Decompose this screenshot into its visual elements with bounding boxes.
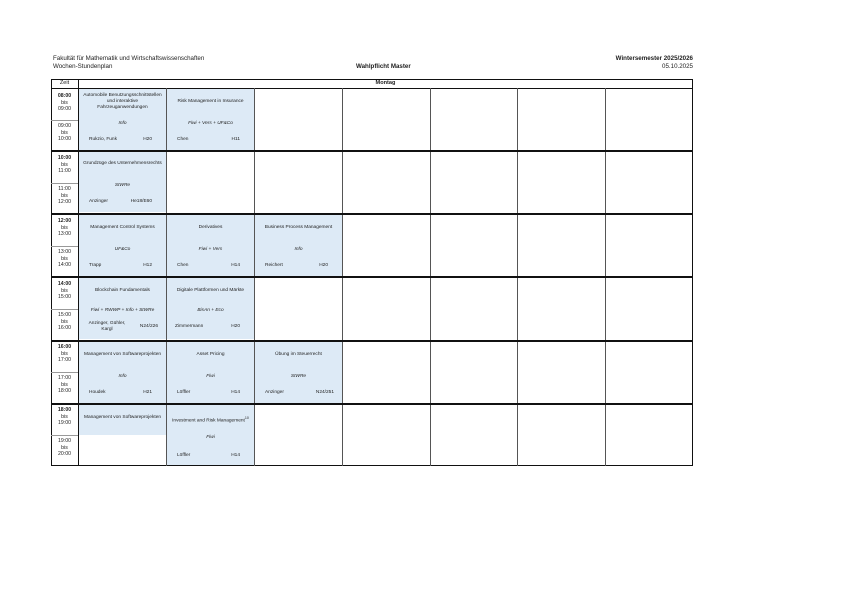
- grid-line: [51, 213, 693, 215]
- day-header-monday: Montag: [375, 80, 396, 86]
- grid-line: [51, 183, 78, 184]
- grid-line: [51, 88, 693, 89]
- time-label: 14:00 bis 15:00: [57, 281, 72, 300]
- course-cell[interactable]: Digitale Plattformen und Märkte BisAn + Eco Zimmermann H20: [167, 278, 254, 339]
- grid-line: [51, 120, 78, 121]
- grid-line: [51, 340, 693, 342]
- time-label: 19:00 bis 20:00: [58, 438, 71, 457]
- course-cell[interactable]: Investment and Risk Management$^{10}$ Fiwi Löffler H14: [167, 405, 254, 466]
- grid-line: [51, 276, 693, 278]
- plan-type: Wochen-Stundenplan: [53, 63, 113, 70]
- course-cell[interactable]: Management von Softwareprojekten Info Houdek H21: [79, 342, 166, 403]
- grid-line: [51, 465, 693, 466]
- grid-line: [692, 79, 693, 466]
- course-cell[interactable]: Management von Softwareprojekten: [79, 405, 166, 435]
- page-title: Wahlpflicht Master: [356, 63, 411, 70]
- grid-line: [51, 79, 52, 466]
- time-label: 16:00 bis 17:00: [57, 344, 72, 363]
- course-cell[interactable]: Derivatives Fiwi + Vers Chen H14: [167, 215, 254, 276]
- grid-line: [51, 435, 78, 436]
- grid-line: [78, 79, 79, 466]
- grid-line: [51, 246, 78, 247]
- grid-line: [51, 79, 693, 80]
- time-label: 10:00 bis 11:00: [57, 155, 72, 174]
- time-label: 12:00 bis 13:00: [57, 218, 72, 237]
- course-cell[interactable]: Automobile Benutzungsschnittstellen und interaktive Fahrzeuganwendungen Info Rukzio, Funk H20: [79, 89, 166, 150]
- time-label: 17:00 bis 18:00: [58, 375, 71, 394]
- faculty-name: Fakultät für Mathematik und Wirtschaftswissenschaften: [53, 55, 205, 62]
- grid-line: [51, 403, 693, 405]
- course-cell[interactable]: Grundzüge des Unternehmensrechts StWRe Anzinger He18/E60: [79, 151, 166, 212]
- course-title: Investment and Risk Management: [172, 418, 245, 424]
- course-cell[interactable]: Übung im Steuerrecht StWRe Anzinger N24/251: [255, 342, 342, 403]
- time-column-header: Zeit: [59, 80, 70, 86]
- timetable: [51, 79, 693, 466]
- time-label: 08:00 bis 09:00: [57, 93, 72, 112]
- course-cell[interactable]: Risk Management in Insurance Fiwi + Vers + UF&Co Chen H11: [167, 89, 254, 150]
- grid-line: [51, 150, 693, 152]
- plan-date: 05.10.2025: [662, 63, 693, 70]
- time-label: 15:00 bis 16:00: [58, 312, 71, 331]
- time-label: 11:00 bis 12:00: [58, 186, 71, 205]
- course-cell[interactable]: Blockchain Fundamentals Fiwi + RWWP + Info + StWRe Anzinger, Gühler, Kargl N24/226: [79, 278, 166, 339]
- grid-line: [51, 309, 78, 310]
- time-label: 09:00 bis 10:00: [58, 123, 71, 142]
- semester-label: Wintersemester 2025/2026: [615, 55, 693, 62]
- time-label: 13:00 bis 14:00: [58, 249, 71, 268]
- course-cell[interactable]: Asset Pricing Fiwi Löffler H14: [167, 342, 254, 403]
- course-cell[interactable]: Business Process Management Info Reichert H20: [255, 215, 342, 276]
- time-label: 18:00 bis 19:00: [57, 407, 72, 426]
- course-footnote: 10: [244, 416, 249, 420]
- course-cell[interactable]: Management Control Systems UF&Co Trapp H12: [79, 215, 166, 276]
- grid-line: [51, 372, 78, 373]
